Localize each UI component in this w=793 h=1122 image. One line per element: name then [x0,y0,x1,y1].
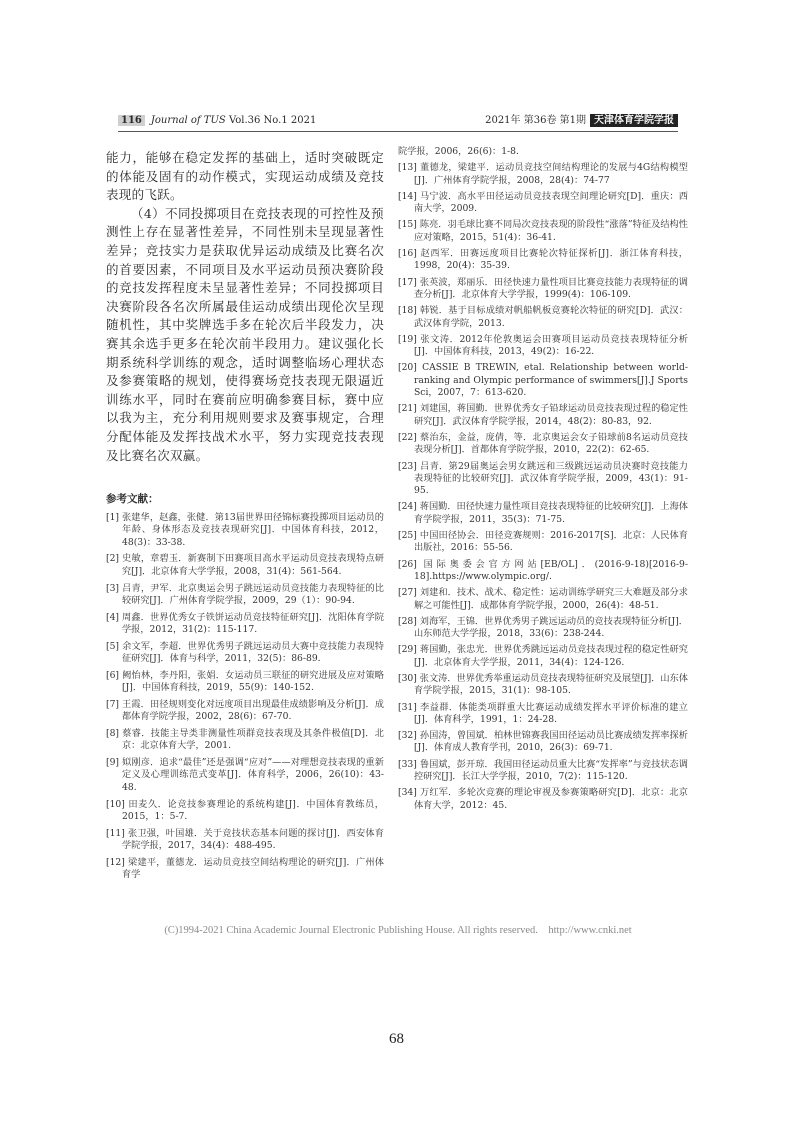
reference-item: [10] 田麦久．论竞技参赛理论的系统构建[J]．中国体育教练员，2015，1：5-7. [106,798,384,822]
reference-item: [8] 蔡睿．技能主导类非测量性项群竞技表现及其条件极值[D]．北京：北京体育大学，2001. [106,728,384,752]
header-right [485,113,678,129]
body-paragraph-2: （4）不同投掷项目在竞技表现的可控性及预测性上存在显著性差异，不同性别未呈现显著性差异；竞技实力是获取优异运动成绩及比赛名次的首要因素，不同项目及水平运动员预决赛阶段的竞技发挥程度未呈显著性差异；不同投掷项目决赛阶段各名次所属最佳运动成绩出现伦次呈现随机性，其中奖牌选手多在轮次后半段发力，决赛其余选手更多在轮次前半段用力。建议强化长期系统科学训练的观念，适时调整临场心理状态及参赛策略的规划，使得赛场竞技表现无限逼近训练水平，同时在赛前应明确参赛目标，赛中应以我为主，充分利用规则要求及赛事规定，合理分配体能及发挥技战术水平，努力实现竞技表现及比赛名次双赢。 [106,205,384,463]
reference-item: [4] 周鑫．世界优秀女子铁饼运动员竞技特征研究[J]．沈阳体育学院学报，2012，31(2)：115-117. [106,611,384,635]
reference-item: [9] 姒刚彦．追求“最佳”还是强调“应对”——对理想竞技表现的重新定义及心理训练范式变革[J]．体育科学，2006，26(10)：43-48. [106,757,384,793]
reference-item: [7] 王霞．田径规则变化对远度项目出现最佳成绩影响及分析[J]．成都体育学院学报，2002，28(6)：67-70. [106,698,384,723]
reference-item: [17] 张英波，郑丽乐．田径快速力量性项目比赛竞技能力表现特征的调查分析[J]．北京体育大学学报，1999(4)：106-109. [398,276,688,300]
reference-item: [27] 刘建和．技术、战术、稳定性：运动训练学研究三大难题及部分求解之可能性[J]．成都体育学院学报，2000，26(4)：48-51. [398,587,688,611]
reference-item: [11] 张卫强，叶国雄．关于竞技状态基本问题的探讨[J]．西安体育学院学报，2017，34(4)：488-495. [106,827,384,851]
reference-item: [16] 赵西军．田赛远度项目比赛轮次特征探析[J]．浙江体育科技，1998，20(4)：35-39. [398,248,688,272]
reference-item: [22] 蔡治东，金益，庞倩，等．北京奥运会女子铅球前8名运动员竞技表现分析[J]．首都体育学院学报，2010，22(2)：62-65. [398,431,688,456]
copyright-footer [118,925,678,936]
references-heading: 参考文献： [106,493,159,506]
reference-item: [5] 余文军，李超．世界优秀男子跳远运动员大赛中竞技能力表现特征研究[J]．体育与科学，2011，32(5)：86-89. [106,640,384,665]
copyright-text: (C)1994-2021 China Academic Journal Electronic Publishing House. All rights reserved. [164,925,538,936]
header-page-number: 116 [118,115,145,126]
reference-item: [13] 董德龙，梁建平．运动员竞技空间结构理论的发展与4G结构模型[J]．广州体育学院学报，2008，28(4)：74-77 [398,162,688,186]
reference-item: [1] 张建华，赵鑫，张健．第13届世界田径锦标赛投掷项目运动员的年龄、身体形态及竞技表现研究[J]．中国体育科技，2012，48(3)：33-38. [106,512,384,548]
header-volume-issue: Vol.36 No.1 2021 [228,115,317,126]
cnki-url[interactable]: http://www.cnki.net [548,925,632,936]
reference-item: [24] 蒋国勤．田径快速力量性项目竞技表现特征的比较研究[J]．上海体育学院学报，2011，35(3)：71-75. [398,501,688,525]
reference-item: [14] 马宁波．高水平田径运动员竞技表现空间理论研究[D]．重庆：西南大学，2009. [398,190,688,215]
reference-item: [25] 中国田径协会．田径竞赛规则：2016-2017[S]．北京：人民体育出版社，2016：55-56. [398,530,688,554]
left-column [106,149,384,886]
reference-item: [31] 李益群．体能类项群重大比赛运动成绩发挥水平评价标准的建立[J]．体育科学，1991，1：24-28. [398,701,688,725]
reference-item: [33] 鲁国斌，彭开琼．我国田径运动员重大比赛“发挥率”与竞技状态调控研究[J]．长江大学学报，2010，7(2)：115-120. [398,758,688,783]
header-left [118,113,316,129]
reference-item: [15] 陈亮．羽毛球比赛不同局次竞技表现的阶段性“涨落”特征及结构性应对策略，2015，51(4)：36-41. [398,219,688,243]
reference-item: [30] 张文涛．世界优秀举重运动员竞技表现特征研究及展望[J]．山东体育学院学报，2015，31(1)：98-105. [398,672,688,697]
reference-item: [34] 万红军．多轮次竞赛的理论审视及参赛策略研究[D]．北京：北京体育大学，2012：45. [398,787,688,811]
right-column [398,146,688,816]
reference-item: [28] 刘海军，王锦．世界优秀男子跳远运动员的竞技表现特征分析[J]．山东师范大学学报，2018，33(6)：238-244. [398,615,688,640]
header-journal-cn: 天津体育学院学报 [590,114,678,127]
reference-item: [26] 国际奥委会官方网站[EB/OL]．(2016-9-18)[2016-9-18].https://www.olympic.org/. [398,558,688,582]
reference-item: [6] 阙怡林，李丹阳，张娟．女运动员三联征的研究进展及应对策略[J]．中国体育科技，2019，55(9)：140-152. [106,669,384,694]
reference-item: [23] 吕青．第29届奥运会男女跳远和三级跳远运动员决赛时竞技能力表现特征的比较研究[J]．武汉体育学院学报，2009，43(1)：91-95. [398,460,688,497]
reference-item: [21] 刘建国，蒋国勤．世界优秀女子铅球运动员竞技表现过程的稳定性研究[J]．武汉体育学院学报，2014，48(2)：80-83，92. [398,403,688,427]
reference-item: [32] 孙国涛，曾国斌．柏林世锦赛我国田径运动员比赛成绩发挥率探析[J]．体育成人教育学刊，2010，26(3)：69-71. [398,730,688,754]
references-left-list [106,512,384,881]
body-paragraph-1: 能力，能够在稳定发挥的基础上，适时突破既定的体能及固有的动作模式，实现运动成绩及竞技表现的飞跃。 [106,150,384,203]
reference-item: [19] 张文涛．2012年伦敦奥运会田赛项目运动员竞技表现特征分析[J]．中国体育科技，2013，49(2)：16-22. [398,333,688,358]
reference-item: [18] 韩锐．基于目标成绩对帆船帆板竞赛轮次特征的研究[D]．武汉：武汉体育学院，2013. [398,305,688,329]
reference-item: 院学报，2006，26(6)：1-8. [398,146,519,157]
reference-item: [3] 吕青，尹军．北京奥运会男子跳远运动员竞技能力表现特征的比较研究[J]．广州体育学院学报，2009，29（1）：90-94. [106,582,384,606]
header-journal-name: Journal of TUS [150,115,226,126]
header-issue-cn: 2021年 第36卷 第1期 [485,115,586,126]
running-header [118,113,678,132]
page-number: 68 [389,1031,404,1047]
references-right-list [398,146,688,812]
reference-item: [12] 梁建平，董德龙．运动员竞技空间结构理论的研究[J]．广州体育学 [106,856,384,881]
reference-item: [20] CASSIE B TREWIN, etal. Relationship between world-ranking and Olympic performance of swimmers[J].J Sports Sci，2007，7：613-620. [398,362,688,399]
reference-item: [29] 蒋国勤，张忠光．世界优秀跳远运动员竞技表现过程的稳定性研究[J]．北京体育大学学报，2011，34(4)：124-126. [398,644,688,668]
reference-item: [2] 史敏，章碧玉．新赛制下田赛项目高水平运动员竞技表现特点研究[J]．北京体育大学学报，2008，31(4)：561-564. [106,553,384,577]
